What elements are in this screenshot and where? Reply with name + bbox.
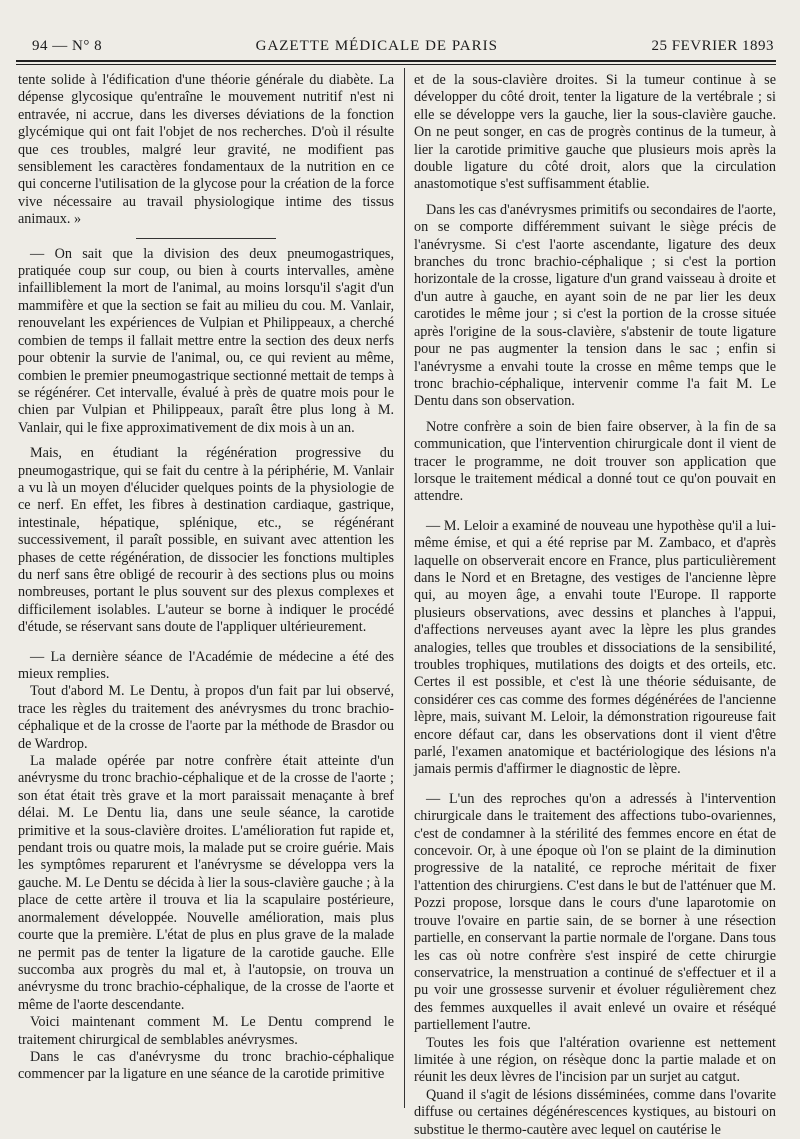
right-column [414, 72, 777, 1138]
page-header [32, 38, 774, 62]
paragraph-pneumogastric: — On sait que la division des deux pneumogastriques, pratiquée coup sur coup, ou bien à courts intervalles, amène infailliblement la mort de l'animal, au moins lorsqu'il s'agit d'un mammifère et que la section se fait au milieu du cou. M. Vanlair, renouvelant les expériences de Vulpian et Philippeaux, a cherché combien de temps il fallait mettre entre la section des deux nerfs pour obtenir la survie de l'animal, ou, ce qui revient au même, combien le premier pneumogastrique sectionné mettait de temps à se régénérer. Cet intervalle, évalué à près de quatre mois pour le chien par Vulpian et Philippeaux, paraît être plus long à M. Vanlair, qui le fixe approximativement de dix mois à un an. [18, 245, 394, 436]
section-separator [136, 238, 276, 239]
paragraph-medical-treatment: Notre confrère a soin de bien faire observer, à la fin de sa communication, que l'intervention chirurgicale dont il vient de tracer le programme, ne doit trouver son application que lorsque le traitement médical a donné tout ce qu'on pouvait en attendre. [414, 418, 776, 505]
paragraph-leloir-leprosy: — M. Leloir a examiné de nouveau une hypothèse qu'il a lui-même émise, et qui a été reprise par M. Zambaco, et d'après laquelle on observerait encore en France, plus particulièrement dans le Nord et en Bretagne, des vestiges de l'ancienne lèpre qui, au moyen âge, a envahi toute l'Europe. Il rapporte plusieurs observations, avec dessins et planches à l'appui, d'affections nerveuses ayant avec la lèpre les plus grandes analogies, telles que troubles et dissociations de la sensibilité, troubles trophiques, mutilations des doigts et des orteils, etc. Certes il est possible, et c'est là une théorie séduisante, de considérer ces cas comme des formes dégénérées de l'ancienne lèpre, mais, suivant M. Leloir, la démonstration rigoureuse fait encore défaut car, dans les observations dont il vient d'être parlé, l'examen anatomique et bactériologique des lésions n'a jamais permis d'affirmer le diagnostic de lèpre. [414, 517, 776, 778]
header-rule [16, 60, 776, 62]
header-rule-thin [16, 64, 776, 65]
paragraph-ligature-continued: et de la sous-clavière droites. Si la tumeur continue à se développer du côté droit, tenter la ligature de la vertébrale ; si elle se développe vers la gauche, lier la sous-clavière gauche. On ne peut songer, en cas de progrès continus de la tumeur, à lier la carotide primitive gauche que plusieurs mois après la double ligature du côté droit, alors que la circulation anastomotique s'est suffisamment établie. [414, 72, 776, 193]
column-divider [404, 68, 405, 1108]
left-column [18, 72, 394, 1112]
paragraph-pozzi-ovarian: — L'un des reproches qu'on a adressés à l'intervention chirurgicale dans le traitement des affections tubo-ovariennes, c'est de condamner à la stérilité des femmes encore en état de concevoir. Or, à une époque où l'on se plaint de la diminution progressive de la natalité, ce reproche méritait de fixer l'attention des chirurgiens. C'est dans le but de l'atténuer que M. Pozzi propose, lorsque dans le cours d'une laparotomie on trouve l'ovaire en partie sain, de se borner à une résection partielle, en conservant la partie normale de l'organe. Dans tous les cas où notre confrère s'est inspiré de cette chirurgie conservatrice, la menstruation a continué de s'effectuer et il a pu voir une grossesse survenir et évoluer régulièrement chez des femmes auxquelles il avait enlevé un ovaire et réséqué partiellement l'autre. [414, 790, 777, 1034]
paragraph-resection: Toutes les fois que l'altération ovarienne est nettement limitée à une région, on résèque donc la partie malade et on réunit les deux lèvres de l'incision par un surjet au catgut. [414, 1034, 776, 1086]
paragraph-treatment-intro: Voici maintenant comment M. Le Dentu comprend le traitement chirurgical de semblables anévrysmes. [18, 1014, 394, 1048]
publication-title: GAZETTE MÉDICALE DE PARIS [255, 38, 498, 54]
paragraph-diabetes-conclusion: tente solide à l'édification d'une théorie générale du diabète. La dépense glycosique qu'entraîne le mouvement nutritif n'est ni entravée, ni accrue, dans les diverses déviations de la fonction glycémique qui ont fait l'objet de nos recherches. D'où il résulte que ces troubles, malgré leur gravité, ne modifient pas sensiblement les caractères fondamentaux de la nutrition en ce qui concerne l'utilisation de la glycose pour la création de la force vive nécessaire au travail physiologique intime des tissus animaux. » [18, 72, 394, 228]
paragraph-brachio-cephalic: Dans le cas d'anévrysme du tronc brachio-céphalique commencer par la ligature en une séance de la carotide primitive [18, 1048, 394, 1083]
paragraph-case-report: La malade opérée par notre confrère était atteinte d'un anévrysme du tronc brachio-céphalique et de la crosse de l'aorte ; son état était très grave et la mort paraissait menaçante à bref délai. M. Le Dentu lia, dans une seule séance, la carotide primitive et la sous-clavière droites. L'amélioration fut rapide et, pendant trois ou quatre mois, la malade put se croire guérie. Mais les symptômes reparurent et l'anévrysme se développa vers la gauche. M. Le Dentu se décida à lier la sous-clavière gauche ; à la place de cette artère il trouva et lia la scapulaire postérieure, anormalement développée. Nouvelle amélioration, mais plus courte que la première. L'état de plus en plus grave de la malade ne permit pas de tenter la ligature de la carotide gauche. Elle succomba aux progrès du mal et, à l'autopsie, on trouva un anévrysme du tronc brachio-céphalique, de la crosse de l'aorte et même de l'aorte descendante. [18, 753, 394, 1013]
paragraph-disseminated-lesions: Quand il s'agit de lésions disséminées, comme dans l'ovarite diffuse ou certaines dégénérescences kystiques, au bistouri on substitue le thermo-cautère avec lequel on cautérise le [414, 1086, 776, 1138]
issue-date: 25 FEVRIER 1893 [651, 38, 774, 54]
paragraph-regeneration: Mais, en étudiant la régénération progressive du pneumogastrique, qui se fait du centre à la périphérie, M. Vanlair a vu là un moyen d'élucider quelques points de la physiologie de ce nerf. En effet, les fibres à destination cardiaque, gastrique, intestinale, hépatique, splénique, etc., se régénérant successivement, il paraît possible, en suivant avec attention les phases de cette régénération, de dissocier les fonctions multiples du nerf sans être obligé de recourir à des sections plus ou moins nombreuses, portant le plus souvent sur des plexus complexes et difficilement isolables. L'auteur se borne à indiquer le procédé d'étude, se réservant sans doute de l'appliquer ultérieurement. [18, 445, 394, 636]
page-number: 94 — N° 8 [32, 38, 103, 54]
paragraph-le-dentu-rules: Tout d'abord M. Le Dentu, à propos d'un fait par lui observé, trace les règles du traitement des anévrysmes du tronc brachio-céphalique et de la crosse de l'aorte par la méthode de Brasdor ou de Wardrop. [18, 683, 394, 752]
paragraph-academie: — La dernière séance de l'Académie de médecine a été des mieux remplies. [18, 648, 394, 682]
paragraph-aortic-aneurysms: Dans les cas d'anévrysmes primitifs ou secondaires de l'aorte, on se comporte différemment suivant le siège précis de l'anévrysme. Si c'est l'aorte ascendante, ligature des deux branches du tronc brachio-céphalique ; si c'est la portion horizontale de la crosse, ligature d'un grand vaisseau à droite et d'un autre à gauche, en ayant soin de ne par lier les deux carotides le même jour ; si c'est la portion de la crosse située après l'origine de la sous-clavière, s'abstenir de toute ligature pour ne pas augmenter la tension dans le sac ; enfin si l'anévrysme a envahi toute la crosse en même temps que le tronc brachio-céphalique, intervenir comme l'a fait M. Le Dentu dans son observation. [414, 201, 776, 410]
